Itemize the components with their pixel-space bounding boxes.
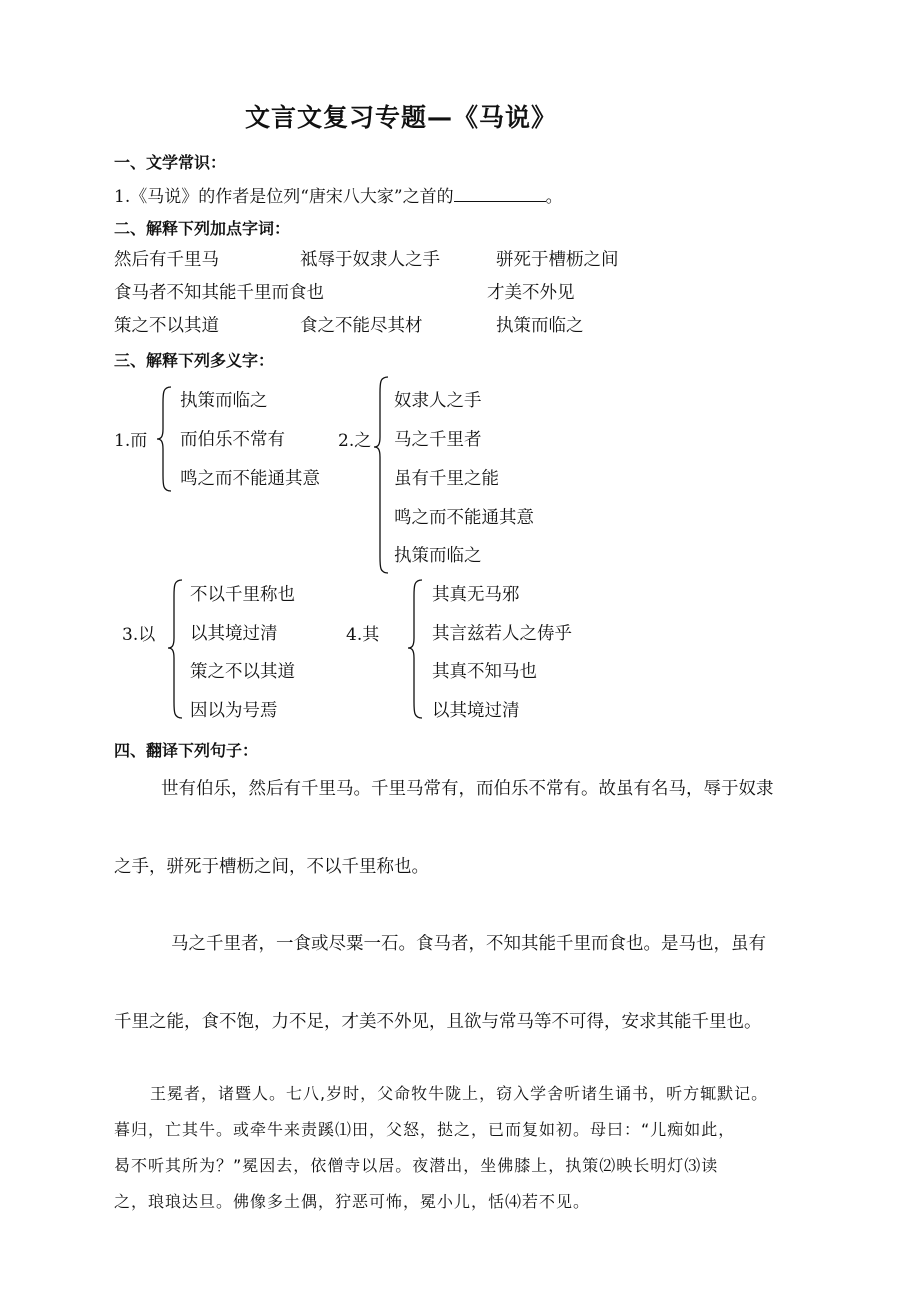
brace-icon	[372, 375, 394, 575]
passage-line: 曷不听其所为？”冕因去，依僧寺以居。夜潜出，坐佛膝上，执策⑵映长明灯⑶读	[114, 1156, 719, 1175]
group-item: 鸣之而不能通其意	[394, 508, 534, 528]
word-item: 然后有千里马	[114, 250, 219, 270]
group-item: 不以千里称也	[190, 585, 295, 605]
section-4-heading: 四、翻译下列句子：	[114, 741, 259, 760]
group-item: 而伯乐不常有	[180, 430, 285, 450]
word-item: 食马者不知其能千里而食也	[114, 283, 324, 303]
translate-sentence-1b: 之手，骈死于槽枥之间，不以千里称也。	[114, 857, 429, 877]
question-1	[114, 182, 563, 207]
question-1-text: 1.《马说》的作者是位列“唐宋八大家”之首的	[114, 187, 454, 207]
brace-icon	[155, 385, 177, 493]
passage-line: 暮归，亡其牛。或牵牛来责蹊⑴田，父怒，挞之，已而复如初。母曰：“儿痴如此，	[114, 1120, 736, 1139]
word-item: 祗辱于奴隶人之手	[300, 250, 440, 270]
group-item: 鸣之而不能通其意	[180, 469, 320, 489]
translate-sentence-1a: 世有伯乐，然后有千里马。千里马常有，而伯乐不常有。故虽有名马，辱于奴隶	[161, 779, 774, 799]
group-item: 执策而临之	[180, 391, 268, 411]
section-2-heading: 二、解释下列加点字词：	[114, 219, 291, 238]
word-item: 食之不能尽其材	[300, 316, 423, 336]
group-item: 其真不知马也	[432, 662, 537, 682]
group-item: 策之不以其道	[190, 662, 295, 682]
group-item: 其言兹若人之俦乎	[432, 624, 572, 644]
group-item: 虽有千里之能	[394, 469, 499, 489]
brace-icon	[166, 578, 188, 720]
passage-line: 王冕者，诸暨人。七八,岁时，父命牧牛陇上，窃入学舍听诸生诵书，听方辄默记。	[150, 1084, 769, 1103]
section-3-heading: 三、解释下列多义字：	[114, 351, 275, 370]
section-1-heading: 一、文学常识：	[114, 153, 227, 172]
question-1-end: 。	[545, 187, 563, 207]
word-item: 策之不以其道	[114, 316, 219, 336]
group-item: 奴隶人之手	[394, 391, 482, 411]
group-item: 执策而临之	[394, 546, 482, 566]
page-title: 文言文复习专题—《马说》	[245, 103, 558, 132]
group-label-er: 1.而	[114, 431, 148, 451]
brace-icon	[406, 578, 428, 720]
group-item: 其真无马邪	[432, 585, 520, 605]
group-label-zhi: 2.之	[338, 431, 372, 451]
passage-line: 之，琅琅达旦。佛像多土偶，狞恶可怖，冕小儿，恬⑷若不见。	[114, 1192, 591, 1211]
word-item: 才美不外见	[487, 283, 575, 303]
group-item: 因以为号焉	[190, 701, 278, 721]
group-item: 以其境过清	[432, 701, 520, 721]
translate-sentence-2b: 千里之能，食不饱，力不足，才美不外见，且欲与常马等不可得，安求其能千里也。	[114, 1012, 762, 1032]
group-label-qi: 4.其	[346, 625, 380, 645]
answer-blank[interactable]	[454, 187, 546, 202]
group-item: 马之千里者	[394, 430, 482, 450]
group-label-yi: 3.以	[122, 625, 156, 645]
word-item: 骈死于槽枥之间	[496, 250, 619, 270]
translate-sentence-2a: 马之千里者，一食或尽粟一石。食马者，不知其能千里而食也。是马也，虽有	[171, 934, 766, 954]
group-item: 以其境过清	[190, 624, 278, 644]
word-item: 执策而临之	[496, 316, 584, 336]
